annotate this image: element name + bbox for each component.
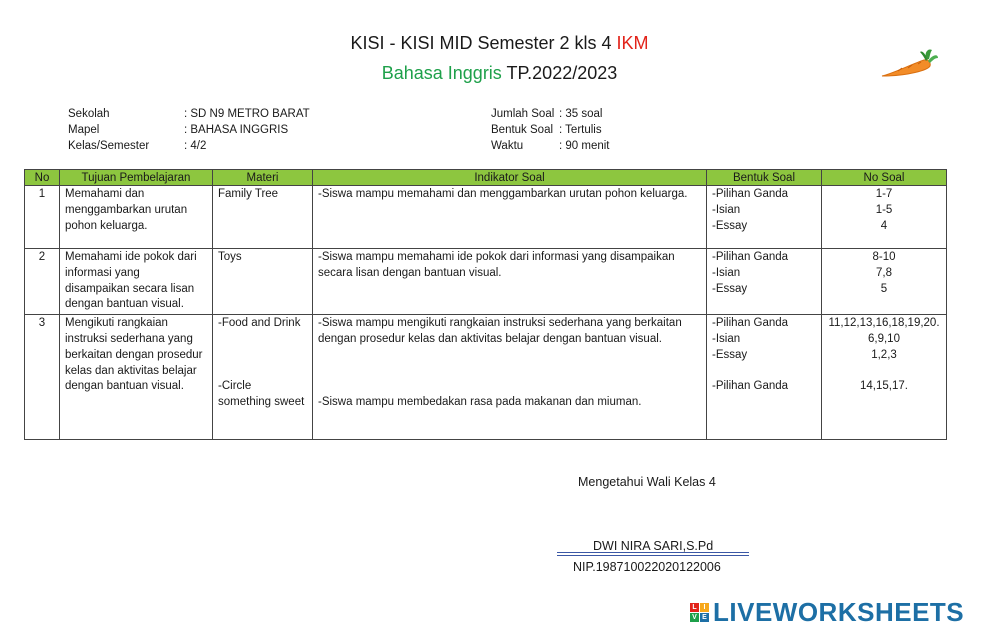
column-header: Tujuan Pembelajaran	[60, 170, 213, 186]
school-info	[68, 106, 310, 154]
cell-no-soal: 11,12,13,16,18,19,20. 6,9,10 1,2,3 14,15,17.	[822, 315, 947, 440]
cell-materi: Family Tree	[213, 186, 313, 249]
info-row-kelas: Kelas/Semester : 4/2	[68, 140, 207, 152]
column-header: Bentuk Soal	[707, 170, 822, 186]
signature-heading: Mengetahui Wali Kelas 4	[578, 475, 716, 489]
cell-no: 2	[25, 249, 60, 315]
subtitle-subject: Bahasa Inggris	[381, 63, 502, 83]
signature-name: DWI NIRA SARI,S.Pd	[593, 539, 714, 553]
table-header-row	[25, 170, 947, 186]
cell-tujuan: Memahami ide pokok dari informasi yang disampaikan secara lisan dengan bantuan visual.	[60, 249, 213, 315]
info-row-waktu: Waktu : 90 menit	[491, 140, 610, 152]
cell-bentuk: -Pilihan Ganda -Isian -Essay	[707, 186, 822, 249]
info-row-bentuk-soal: Bentuk Soal : Tertulis	[491, 124, 602, 136]
cell-no-soal: 1-7 1-5 4	[822, 186, 947, 249]
kisi-table	[24, 169, 947, 440]
watermark-text: LIVEWORKSHEETS	[713, 597, 965, 627]
cell-indikator: -Siswa mampu memahami ide pokok dari informasi yang disampaikan secara lisan dengan bantuan visual.	[313, 249, 707, 315]
info-row-mapel: Mapel : BAHASA INGGRIS	[68, 124, 289, 136]
cell-tujuan: Memahami dan menggambarkan urutan pohon keluarga.	[60, 186, 213, 249]
cell-no: 1	[25, 186, 60, 249]
signature-nip: NIP.198710022020122006	[573, 560, 721, 574]
info-row-jumlah-soal: Jumlah Soal : 35 soal	[491, 108, 603, 120]
cell-tujuan: Mengikuti rangkaian instruksi sederhana yang berkaitan dengan prosedur kelas dan aktivitas belajar dengan bantuan visual.	[60, 315, 213, 440]
cell-no: 3	[25, 315, 60, 440]
table-row	[25, 315, 947, 440]
title-main: KISI - KISI MID Semester 2 kls 4	[350, 33, 617, 53]
exam-info	[491, 106, 610, 154]
column-header: No Soal	[822, 170, 947, 186]
liveworksheets-watermark	[690, 597, 964, 628]
document-subtitle	[0, 63, 999, 84]
cell-bentuk: -Pilihan Ganda -Isian -Essay	[707, 249, 822, 315]
cell-bentuk: -Pilihan Ganda -Isian -Essay -Pilihan Ganda	[707, 315, 822, 440]
info-row-sekolah: Sekolah : SD N9 METRO BARAT	[68, 108, 310, 120]
column-header: No	[25, 170, 60, 186]
title-accent: IKM	[616, 33, 649, 53]
table-row	[25, 249, 947, 315]
cell-materi: Toys	[213, 249, 313, 315]
column-header: Materi	[213, 170, 313, 186]
table-row	[25, 186, 947, 249]
signature-underline	[557, 555, 749, 556]
cell-indikator: -Siswa mampu mengikuti rangkaian instruksi sederhana yang berkaitan dengan prosedur kelas dan aktivitas belajar dengan bantuan visual. -Siswa mampu membedakan rasa pada makanan dan miuman.	[313, 315, 707, 440]
cell-materi: -Food and Drink -Circle something sweet	[213, 315, 313, 440]
subtitle-year: TP.2022/2023	[501, 63, 618, 83]
document-title	[0, 33, 999, 54]
carrot-icon	[878, 44, 940, 84]
column-header: Indikator Soal	[313, 170, 707, 186]
cell-no-soal: 8-10 7,8 5	[822, 249, 947, 315]
cell-indikator: -Siswa mampu memahami dan menggambarkan urutan pohon keluarga.	[313, 186, 707, 249]
liveworksheets-logo-icon: L I V E	[690, 603, 709, 622]
